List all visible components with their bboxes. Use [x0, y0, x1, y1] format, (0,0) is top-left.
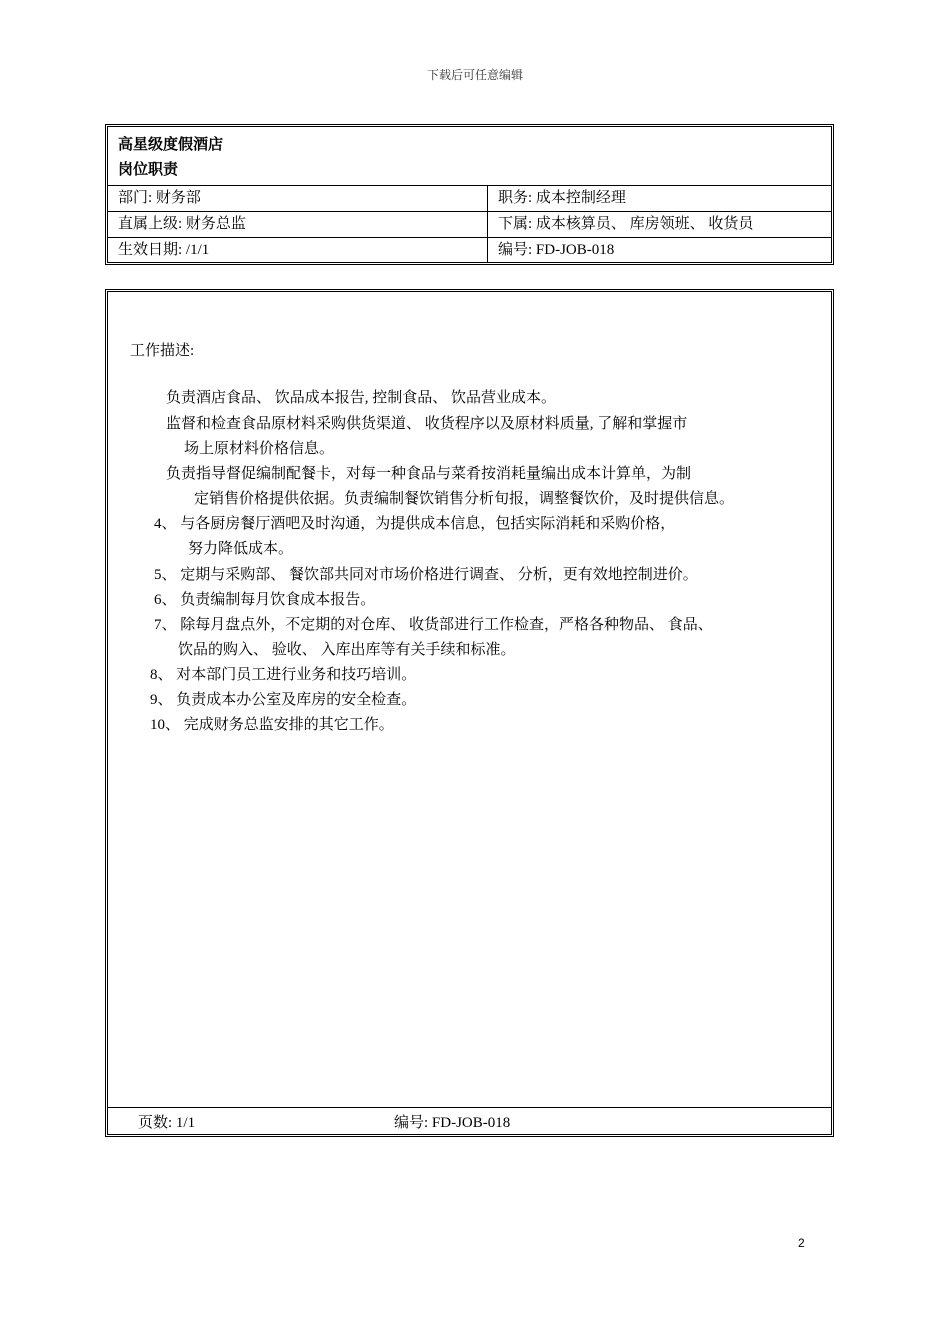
description-line: 7、 除每月盘点外，不定期的对仓库、 收货部进行工作检查，严格各种物品、 食品、: [154, 617, 713, 633]
document-title: [118, 133, 223, 183]
description-line: 10、 完成财务总监安排的其它工作。: [150, 717, 394, 733]
department-cell: 部门: 财务部: [118, 190, 201, 206]
code-cell: 编号: FD-JOB-018: [498, 242, 615, 258]
table-row: [108, 185, 831, 212]
description-line: 监督和检查食品原材料采购供货渠道、 收货程序以及原材料质量, 了解和掌握市: [166, 416, 688, 432]
job-description-box: [105, 289, 834, 1137]
position-cell: 职务: 成本控制经理: [498, 190, 626, 206]
description-line: 定销售价格提供依据。负责编制餐饮销售分析旬报，调整餐饮价，及时提供信息。: [194, 491, 735, 507]
table-row: [108, 237, 831, 263]
job-info-table: [105, 124, 834, 265]
document-type: 岗位职责: [118, 162, 179, 178]
page-count: 页数: 1/1: [138, 1115, 196, 1131]
subordinates-cell: 下属: 成本核算员、 库房领班、 收货员: [498, 216, 754, 232]
table-row: [108, 211, 831, 238]
footer-row: [108, 1107, 831, 1135]
header-note: 下载后可任意编辑: [426, 68, 523, 82]
description-line: 饮品的购入、 验收、 入库出库等有关手续和标准。: [178, 642, 516, 658]
description-line: 5、 定期与采购部、 餐饮部共同对市场价格进行调查、 分析，更有效地控制进价。: [154, 567, 698, 583]
description-line: 负责指导督促编制配餐卡，对每一种食品与菜肴按消耗量编出成本计算单，为制: [166, 466, 692, 482]
description-line: 4、 与各厨房餐厅酒吧及时沟通，为提供成本信息，包括实际消耗和采购价格，: [154, 516, 676, 532]
description-line: 9、 负责成本办公室及库房的安全检查。: [150, 692, 417, 708]
description-line: 场上原材料价格信息。: [184, 441, 335, 457]
description-line: 6、 负责编制每月饮食成本报告。: [154, 592, 376, 608]
effective-date-cell: 生效日期: /1/1: [118, 242, 210, 258]
description-line: 8、 对本部门员工进行业务和技巧培训。: [150, 667, 417, 683]
description-line: 努力降低成本。: [188, 541, 294, 557]
page-number: 2: [798, 1236, 805, 1250]
description-label: 工作描述:: [130, 343, 195, 359]
description-line: 负责酒店食品、 饮品成本报告, 控制食品、 饮品营业成本。: [166, 390, 557, 406]
footer-code: 编号: FD-JOB-018: [394, 1115, 511, 1131]
hotel-name: 高星级度假酒店: [118, 137, 224, 153]
supervisor-cell: 直属上级: 财务总监: [118, 216, 246, 232]
